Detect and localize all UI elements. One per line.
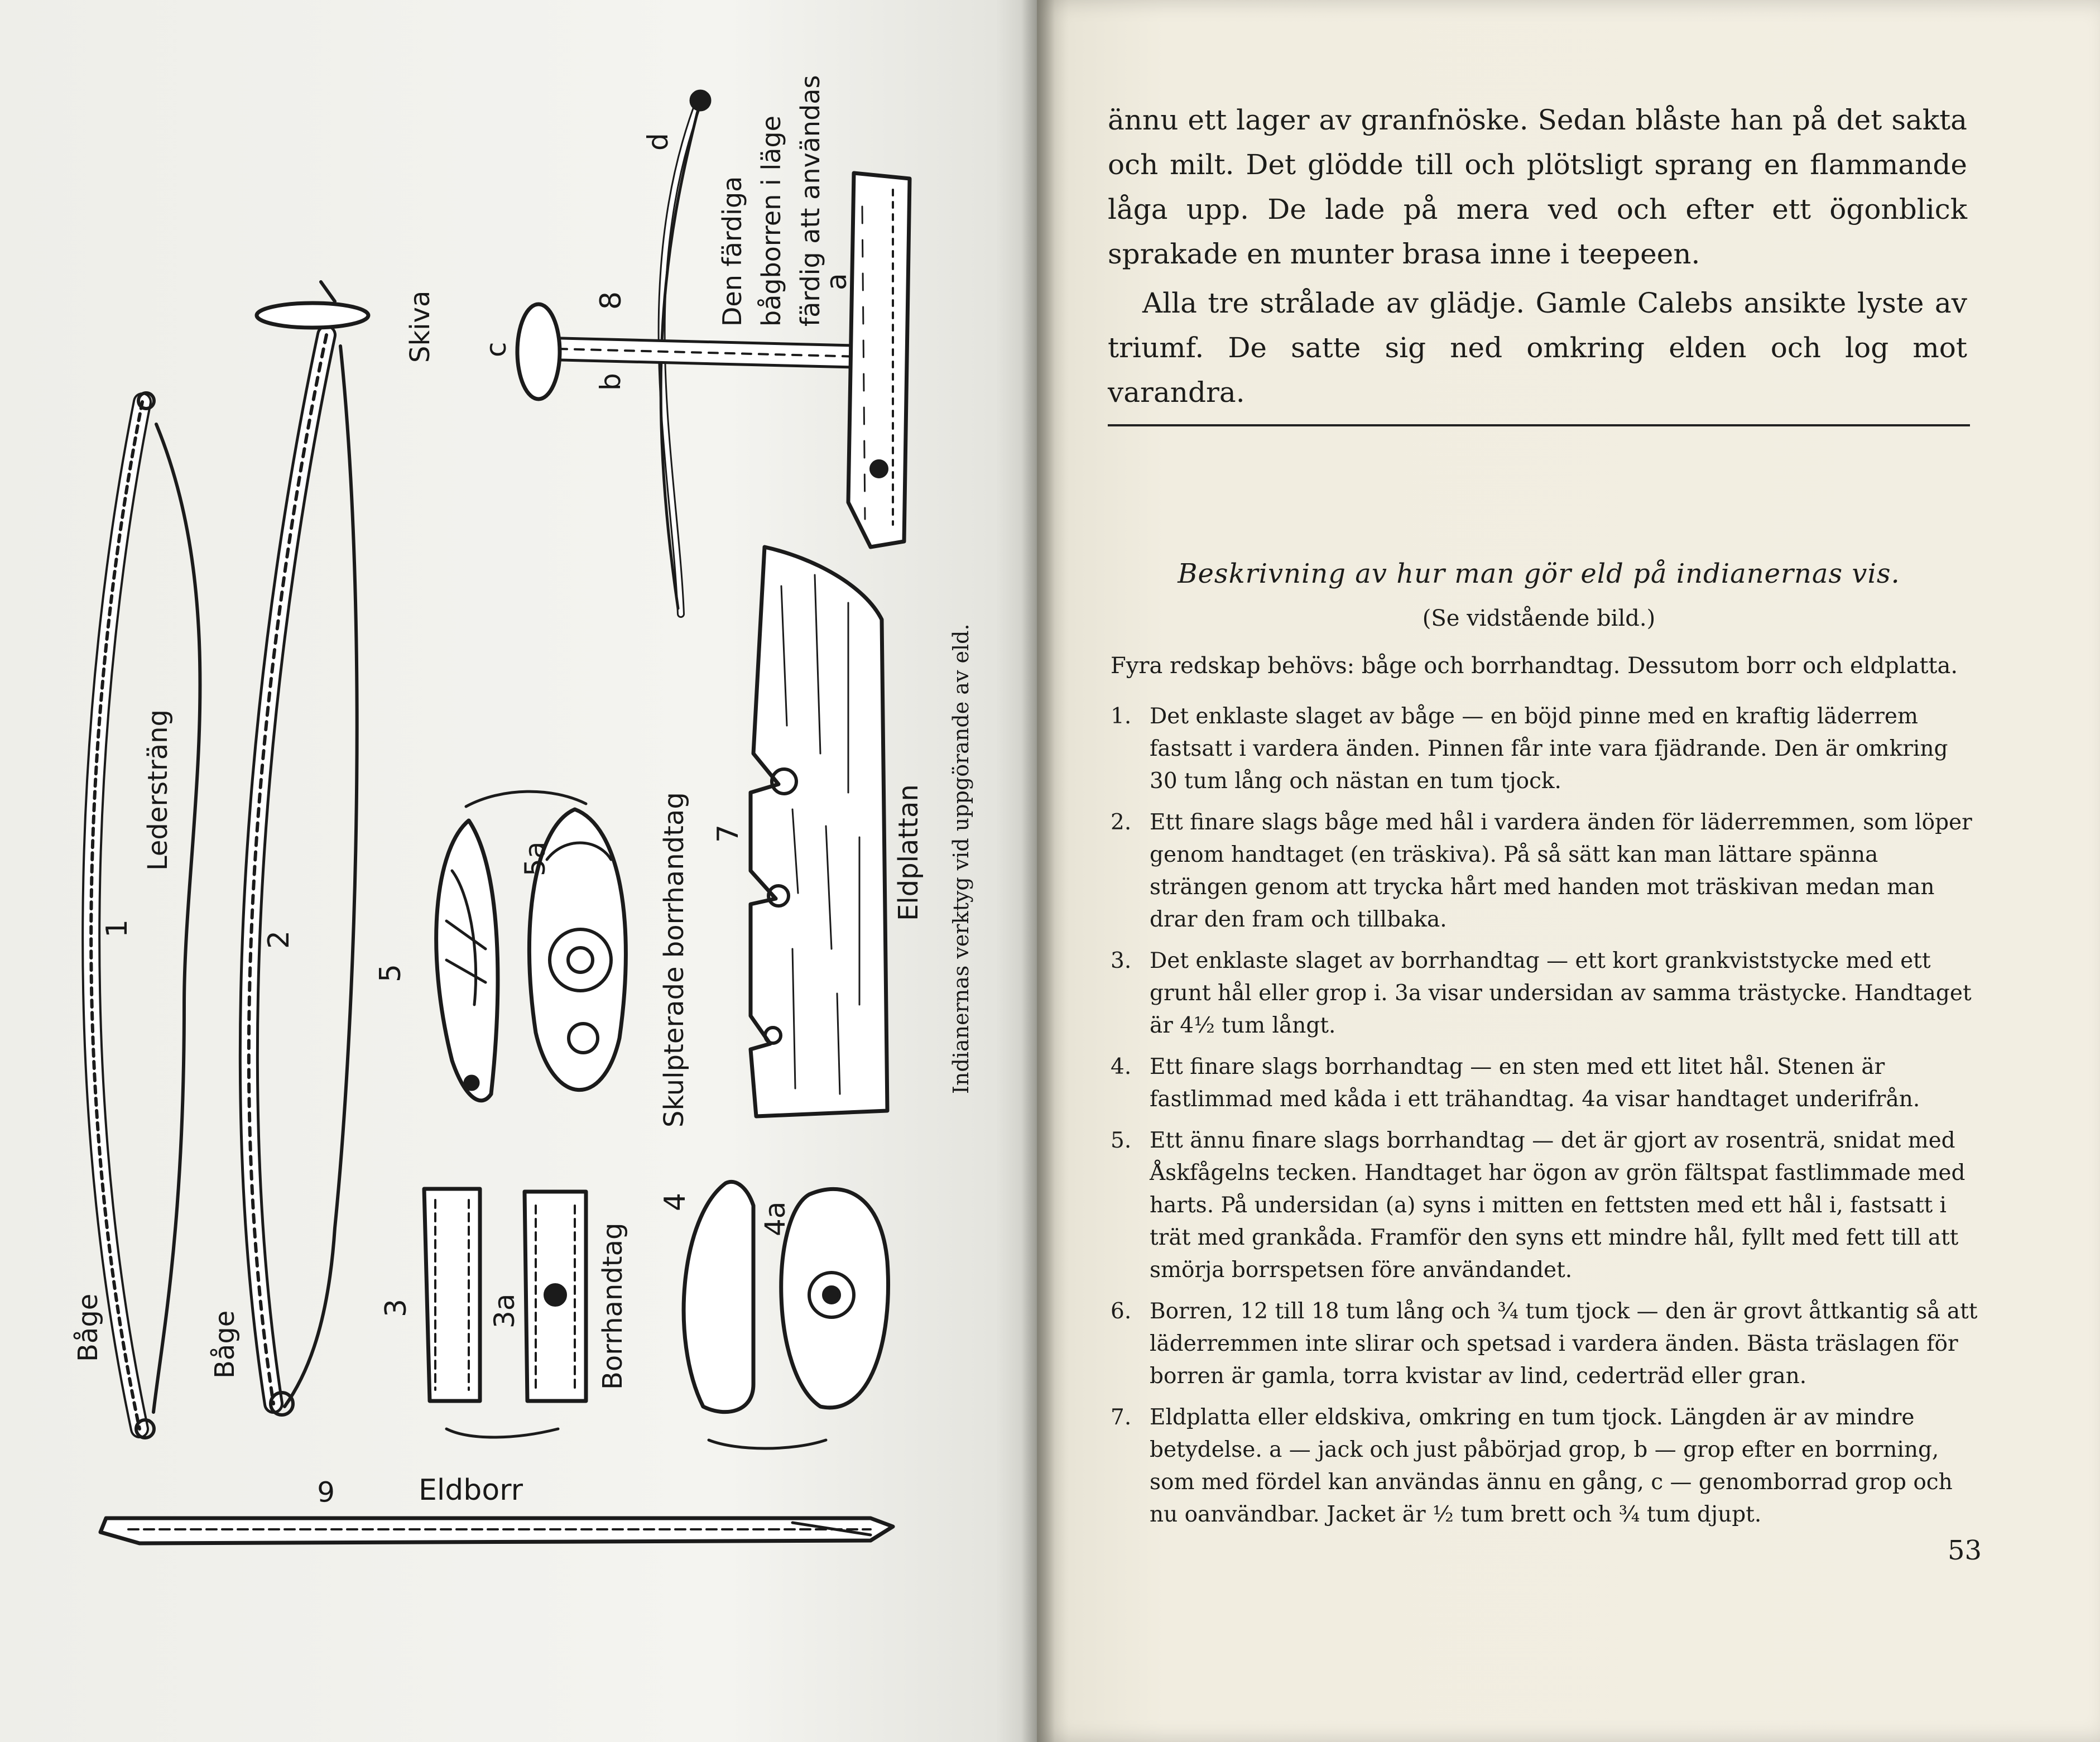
book-gutter <box>1021 0 1055 1742</box>
label-8: 8 <box>594 291 628 310</box>
instructions-list <box>1111 700 1981 1540</box>
list-item <box>1111 1125 1981 1287</box>
list-item-text: Ett finare slags båge med hål i vardera änden för läderremmen, som löper genom handtaget (en träskiva). På så sätt kan man lättare spänna strängen genom att trycka hårt med handen mot träskivan medan man drar den fram och tillbaka. <box>1150 810 1972 932</box>
label-1: 1 <box>100 919 134 938</box>
label-a: a <box>820 273 853 290</box>
label-6: 6 <box>317 1475 335 1507</box>
label-eldborr: Eldborr <box>419 1474 523 1507</box>
label-borrhandtag: Borrhandtag <box>597 1222 628 1390</box>
fire-drill-drawing <box>100 1518 893 1543</box>
list-item-number: 2. <box>1111 810 1132 835</box>
page-number: 53 <box>1948 1535 1982 1566</box>
list-item-number: 5. <box>1111 1128 1132 1153</box>
label-den-fardiga-3: färdig att användas <box>795 75 825 327</box>
list-item <box>1111 1051 1981 1116</box>
label-ledersträng: Ledersträng <box>142 709 174 871</box>
label-4a: 4a <box>759 1201 791 1236</box>
label-4: 4 <box>659 1192 692 1211</box>
label-den-fardiga-2: bågborren i läge <box>756 116 786 327</box>
list-item-number: 4. <box>1111 1054 1132 1079</box>
list-item-text: Det enklaste slaget av borrhandtag — ett kort grankviststycke med ett grunt hål eller grop i. 3a visar undersidan av samma trästycke. Handtaget är 4½ tum långt. <box>1150 948 1972 1038</box>
list-item-text: Borren, 12 till 18 tum lång och ¾ tum tjock — den är grovt åttkantig så att läderremmen inte slirar och spetsad i vardera änden. Bästa träslagen för borren är gamla, torra kvistar av lind, cederträd eller gran. <box>1150 1299 1978 1389</box>
story-text <box>1108 98 1967 415</box>
instructions-subheading: (Se vidstående bild.) <box>1422 606 1656 631</box>
label-c: c <box>480 342 512 357</box>
list-item-text: Det enklaste slaget av båge — en böjd pinne med en kraftig läderrem fastsatt i vardera änden. Pinnen får inte vara fjädrande. Den är omkring 30 tum lång och nästan en tum tjock. <box>1150 704 1948 794</box>
story-paragraph-2: Alla tre strålade av glädje. Gamle Calebs ansikte lyste av triumf. De satte sig ned omkring elden och log mot varandra. <box>1108 287 1967 409</box>
label-bage-2: Båge <box>209 1310 241 1379</box>
list-item-number: 1. <box>1111 704 1132 729</box>
label-skulpterade-borrhandtag: Skulpterade borrhandtag <box>659 792 690 1127</box>
label-5: 5 <box>374 963 407 982</box>
list-item <box>1111 1402 1981 1531</box>
list-item <box>1111 807 1981 936</box>
label-eldplattan: Eldplattan <box>893 784 924 921</box>
label-3: 3 <box>379 1298 413 1317</box>
instructions-intro: Fyra redskap behövs: båge och borrhandtag. Dessutom borr och eldplatta. <box>1111 653 1958 679</box>
label-skiva: Skiva <box>405 290 436 363</box>
label-7: 7 <box>712 824 745 843</box>
story-paragraph-1: ännu ett lager av granfnöske. Sedan blåste han på det sakta och milt. Det glödde till och plötsligt sprang en flammande låga upp. De lade på mera ved och efter ett ögonblick sprakade en munter brasa inne i teepeen. <box>1108 104 1967 270</box>
instructions-heading: Beskrivning av hur man gör eld på indianernas vis. <box>1178 558 1900 589</box>
list-item <box>1111 945 1981 1042</box>
bow-2-drawing <box>249 282 368 1415</box>
list-item-text: Ett ännu finare slags borrhandtag — det är gjort av rosenträ, snidat med Åskfågelns tecken. Handtaget har ögon av grön fältspat fastlimmade med harts. På undersidan (a) syns i mitten en fettsten med ett hål i, fastsatt i trät med grankåda. Framför den syns ett mindre hål, fyllt med fett till att smörja borrspetsen före användandet. <box>1150 1128 1966 1283</box>
section-divider <box>1108 424 1970 426</box>
list-item-number: 7. <box>1111 1405 1132 1430</box>
list-item-text: Eldplatta eller eldskiva, omkring en tum tjock. Längden är av mindre betydelse. a — jack och just påbörjad grop, b — grop efter en borrning, som med fördel kan användas ännu en gång, c — genomborrad grop och nu oanvändbar. Jacket är ½ tum brett och ¾ tum djupt. <box>1150 1405 1953 1527</box>
sculpted-handles-drawing <box>436 791 626 1101</box>
fire-board-drawing <box>751 547 887 1116</box>
label-den-fardiga-1: Den färdiga <box>717 176 747 327</box>
list-item-number: 6. <box>1111 1299 1132 1324</box>
list-item <box>1111 1295 1981 1393</box>
figure-caption: Indianernas verktyg vid uppgörande av eld. <box>949 623 973 1094</box>
list-item-number: 3. <box>1111 948 1132 973</box>
left-page <box>0 0 1037 1742</box>
bow-1-drawing <box>91 393 200 1438</box>
list-item-text: Ett finare slags borrhandtag — en sten med ett litet hål. Stenen är fastlimmad med kåda i ett trähandtag. 4a visar handtaget underifrån. <box>1150 1054 1920 1112</box>
label-5a: 5a <box>519 841 551 876</box>
list-item <box>1111 700 1981 798</box>
label-d: d <box>642 133 674 151</box>
label-3a: 3a <box>488 1293 521 1328</box>
label-bage-1: Båge <box>73 1293 104 1362</box>
label-2: 2 <box>262 930 296 949</box>
assembled-bow-drill-drawing <box>517 92 910 614</box>
label-b: b <box>594 373 627 391</box>
